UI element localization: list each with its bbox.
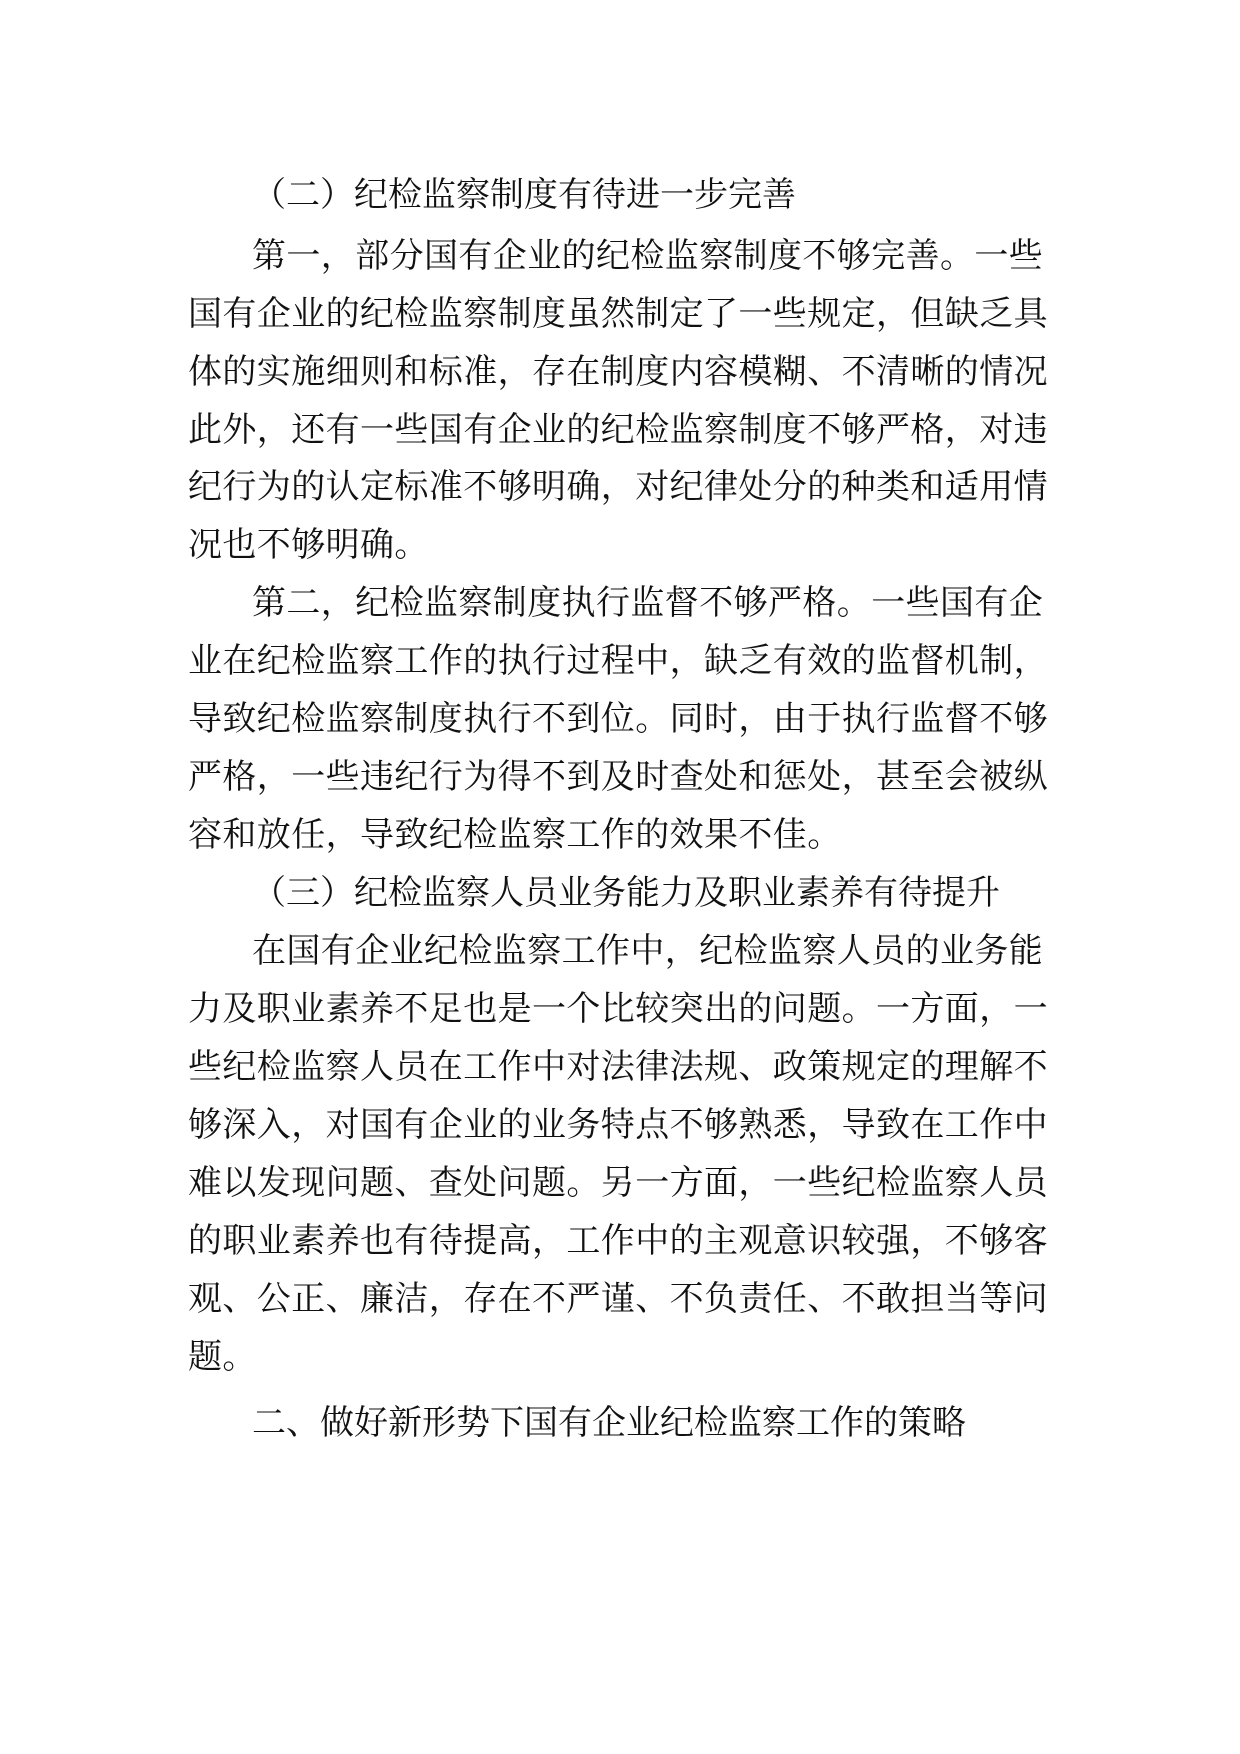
paragraph-line: 国有企业的纪检监察制度虽然制定了一些规定，但缺乏具 xyxy=(188,294,1048,334)
paragraph-line: 容和放任，导致纪检监察工作的效果不佳。 xyxy=(188,815,842,855)
paragraph-line: 此外，还有一些国有企业的纪检监察制度不够严格，对违 xyxy=(188,410,1048,450)
paragraph-line: 的职业素养也有待提高，工作中的主观意识较强，不够客 xyxy=(188,1221,1048,1261)
paragraph-line: 题。 xyxy=(188,1337,257,1377)
paragraph-line: 导致纪检监察制度执行不到位。同时，由于执行监督不够 xyxy=(188,699,1048,739)
paragraph-line: 够深入，对国有企业的业务特点不够熟悉，导致在工作中 xyxy=(188,1105,1048,1145)
paragraph-line: 难以发现问题、查处问题。另一方面，一些纪检监察人员 xyxy=(188,1163,1048,1203)
paragraph-line: 力及职业素养不足也是一个比较突出的问题。一方面，一 xyxy=(188,989,1048,1029)
section-heading-2: （二）纪检监察制度有待进一步完善 xyxy=(252,175,796,215)
paragraph-line: 纪行为的认定标准不够明确，对纪律处分的种类和适用情 xyxy=(188,467,1048,507)
chapter-heading-2: 二、做好新形势下国有企业纪检监察工作的策略 xyxy=(252,1403,966,1443)
section-heading-3: （三）纪检监察人员业务能力及职业素养有待提升 xyxy=(252,873,1000,913)
paragraph-line: 在国有企业纪检监察工作中，纪检监察人员的业务能 xyxy=(252,931,1044,971)
paragraph-line: 观、公正、廉洁，存在不严谨、不负责任、不敢担当等问 xyxy=(188,1279,1048,1319)
paragraph-line: 些纪检监察人员在工作中对法律法规、政策规定的理解不 xyxy=(188,1047,1048,1087)
paragraph-line: 况也不够明确。 xyxy=(188,525,429,565)
paragraph-line: 体的实施细则和标准，存在制度内容模糊、不清晰的情况 xyxy=(188,352,1048,392)
paragraph-line: 第二，纪检监察制度执行监督不够严格。一些国有企 xyxy=(252,583,1044,623)
paragraph-line: 第一，部分国有企业的纪检监察制度不够完善。一些 xyxy=(252,236,1044,276)
paragraph-line: 业在纪检监察工作的执行过程中，缺乏有效的监督机制， xyxy=(188,641,1048,681)
paragraph-line: 严格，一些违纪行为得不到及时查处和惩处，甚至会被纵 xyxy=(188,757,1048,797)
